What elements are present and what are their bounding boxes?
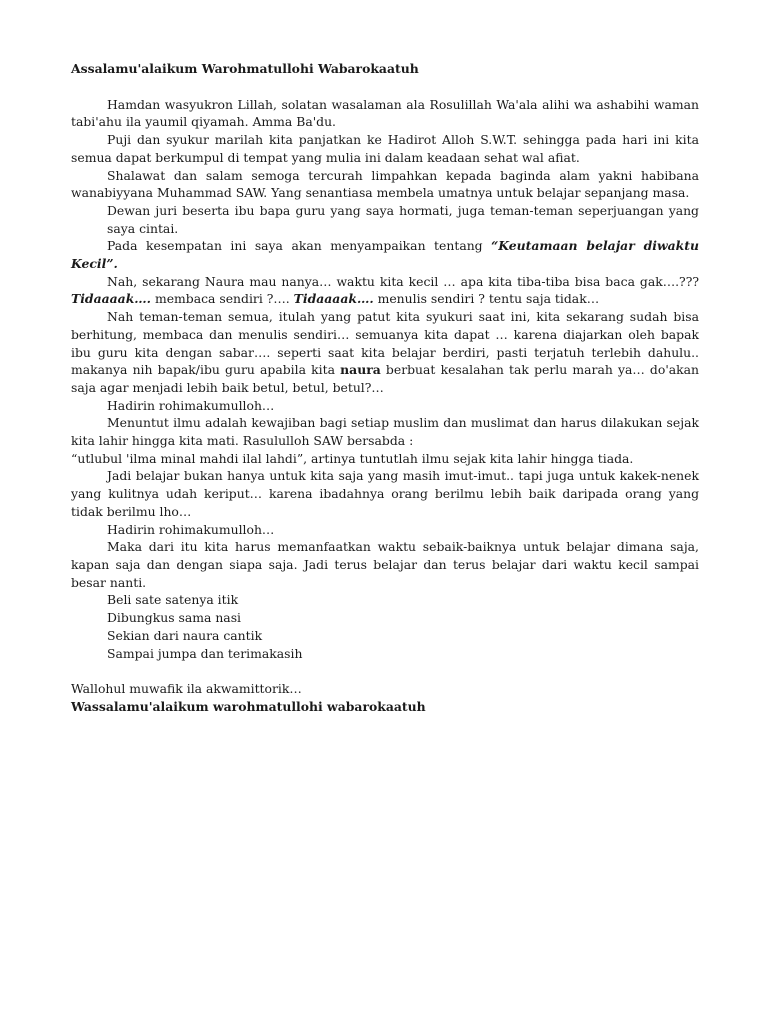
- emphasis-tidak-1: Tidaaaak….: [71, 291, 151, 307]
- opening-greeting: Assalamu'alaikum Warohmatullohi Wabarokaatuh: [71, 61, 419, 76]
- paragraph-hadith: “utlubul 'ilma minal mahdi ilal lahdi”, artinya tuntutlah ilmu sejak kita lahir hingga tiada.: [71, 450, 634, 466]
- pantun-line: Sampai jumpa dan terimakasih: [107, 645, 303, 661]
- paragraph-audience: Dewan juri beserta ibu bapa guru yang saya hormati, juga teman-teman seperjuangan yang saya cintai.: [107, 202, 699, 236]
- topic-intro: Pada kesempatan ini saya akan menyampaikan tentang: [107, 238, 492, 254]
- question-text-e: menulis sendiri ? tentu saja tidak…: [373, 291, 600, 307]
- paragraph-opening-praise: Hamdan wasyukron Lillah, solatan wasalaman ala Rosulillah Wa'ala alihi wa ashabihi waman tabi'ahu ila yaumil qiyamah. Amma Ba'du.: [71, 96, 699, 130]
- paragraph-topic: [71, 237, 699, 272]
- pantun-line: Dibungkus sama nasi: [107, 610, 242, 626]
- paragraph-gratitude: Puji dan syukur marilah kita panjatkan ke Hadirot Alloh S.W.T. sehingga pada hari ini kita semua dapat berkumpul di tempat yang mulia ini dalam keadaan sehat wal afiat.: [71, 132, 699, 165]
- thankful-text-c: berbuat kesalahan tak perlu marah ya… do'akan saja agar menjadi lebih baik betul, betul, betul?…: [71, 362, 699, 395]
- paragraph-shalawat: Shalawat dan salam semoga tercurah limpahkan kepada baginda alam yakni habibana wanabiyyana Muhammad SAW. Yang senantiasa membela umatnya untuk belajar sepanjang masa.: [71, 167, 699, 201]
- pantun-line: Beli sate satenya itik: [107, 592, 239, 608]
- emphasis-naura: naura: [340, 362, 381, 378]
- paragraph-all-ages: Jadi belajar bukan hanya untuk kita saja yang masih imut-imut.. tapi juga untuk kakek-nenek yang kulitnya udah keriput… karena ibadahnya orang berilmu lebih baik daripada orang yang tidak berilmu lho…: [71, 468, 699, 519]
- paragraph-hadirin-1: Hadirin rohimakumulloh…: [107, 397, 275, 413]
- question-text-a: Nah, sekarang Naura mau nanya… waktu kita kecil … apa kita tiba-tiba bisa baca gak….???: [107, 273, 699, 289]
- closing-greeting: Wassalamu'alaikum warohmatullohi wabarokaatuh: [71, 698, 426, 714]
- pantun: [71, 591, 699, 662]
- paragraph-hadirin-2: Hadirin rohimakumulloh…: [107, 521, 275, 537]
- closing-phrase: Wallohul muwafik ila akwamittorik…: [71, 681, 302, 697]
- speech-text: [71, 60, 699, 716]
- paragraph-question: [71, 273, 699, 308]
- paragraph-obligation: Menuntut ilmu adalah kewajiban bagi setiap muslim dan muslimat dan harus dilakukan sejak kita lahir hingga kita mati. Rasululloh SAW bersabda :: [71, 415, 699, 449]
- thankful-text-a: Nah teman-teman semua, itulah yang patut kita syukuri saat ini, kita sekarang sudah bisa berhitung, membaca dan menulis sendiri… semuanya kita dapat … karena diajarkan oleh bapak ibu guru kita dengan sabar…. seperti saat kita belajar berdiri, pasti terjatuh terlebih dahulu.. makanya nih bapak/ibu guru apabila kita: [71, 309, 699, 378]
- pantun-line: Sekian dari naura cantik: [107, 627, 263, 643]
- paragraph-thankful: [71, 308, 699, 397]
- spacer: [71, 78, 699, 96]
- question-text-c: membaca sendiri ?….: [151, 291, 294, 307]
- paragraph-conclusion: Maka dari itu kita harus memanfaatkan waktu sebaik-baiknya untuk belajar dimana saja, kapan saja dan dengan siapa saja. Jadi terus belajar dan terus belajar dari waktu kecil sampai besar nanti.: [71, 539, 699, 590]
- emphasis-tidak-2: Tidaaaak….: [293, 291, 374, 307]
- topic-title: “Keutamaan belajar diwaktu Kecil”.: [71, 238, 699, 272]
- spacer: [71, 662, 699, 680]
